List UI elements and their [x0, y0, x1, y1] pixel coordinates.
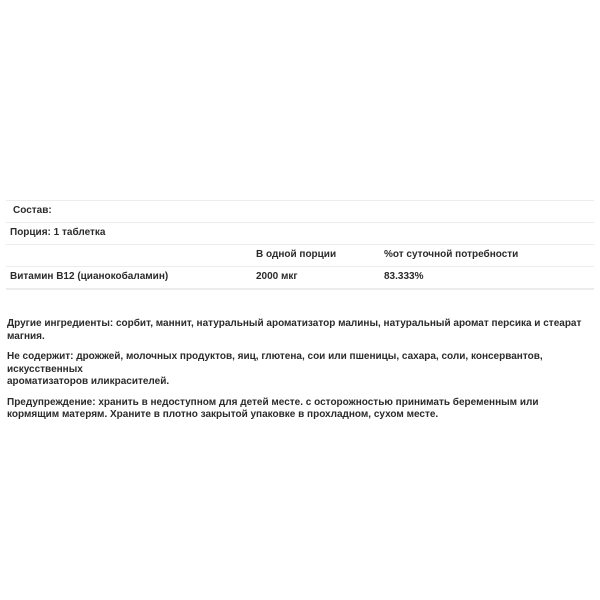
other-ingredients: Другие ингредиенты: сорбит, маннит, натуральный ароматизатор малины, натуральный аромат персика и стеарат магния.	[7, 318, 582, 342]
amount-per-serving: 2000 мкг	[256, 271, 298, 282]
header-per-serving: В одной порции	[256, 249, 337, 260]
table-bottom-border	[6, 288, 594, 290]
daily-value-percent: 83.333%	[384, 271, 424, 282]
warning-line-2: кормящим матерям. Храните в плотно закрытой упаковке в прохладном, сухом месте.	[7, 409, 439, 420]
product-notes	[7, 318, 595, 430]
table-title: Состав:	[13, 205, 52, 216]
warning-line-1: Предупреждение: хранить в недоступном для детей месте. с осторожностью принимать беременным или	[7, 396, 539, 408]
table-title-row	[6, 200, 594, 222]
free-of-line-1: Не содержит: дрожжей, молочных продуктов, яиц, глютена, сои или пшеницы, сахара, соли, консервантов, искусственных	[7, 351, 543, 375]
nutrient-name: Витамин B12 (цианокобаламин)	[10, 271, 169, 282]
header-daily-value: %от суточной потребности	[384, 249, 519, 260]
serving-size: Порция: 1 таблетка	[10, 227, 106, 238]
composition-table	[6, 200, 594, 290]
free-of-statement	[7, 351, 595, 389]
table-row	[6, 266, 594, 288]
table-header-row	[6, 244, 594, 266]
free-of-line-2: ароматизаторов иликрасителей.	[7, 376, 170, 387]
serving-row	[6, 222, 594, 244]
warning-statement	[7, 397, 595, 422]
